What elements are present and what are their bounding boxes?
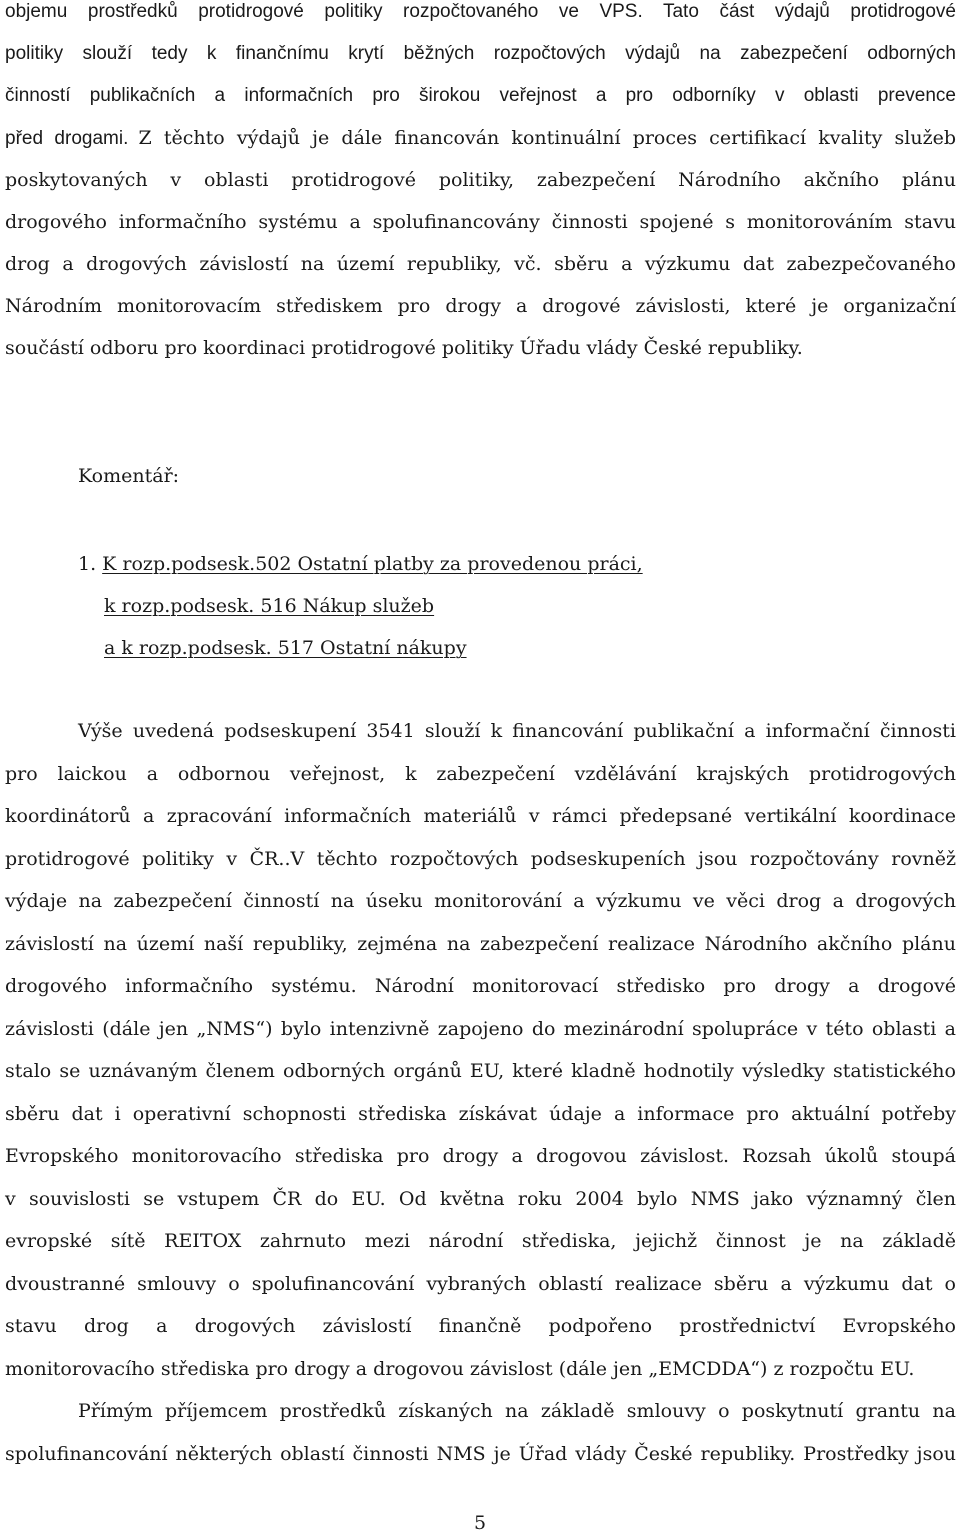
- list-item-text: [78, 553, 643, 575]
- text-fragment-sans: před drogami.: [5, 128, 129, 149]
- text-line: Národním monitorovacím střediskem pro drogy a drogové závislosti, které je organizační: [5, 295, 956, 317]
- text-line-mixed: [5, 126, 956, 152]
- text-line: drogového informačního systému. Národní monitorovací středisko pro drogy a drogové: [5, 975, 956, 997]
- text-line-last: monitorovacího střediska pro drogy a drogovou závislost (dále jen „EMCDDA“) z rozpočtu EU.: [5, 1358, 915, 1380]
- text-line: činností publikačních a informačních pro širokou veřejnost a pro odborníky v oblasti prevence: [5, 85, 956, 106]
- text-line: evropské sítě REITOX zahrnuto mezi národní střediska, jejichž činnost je na základě: [5, 1230, 956, 1252]
- list-item-label: K rozp.podsesk.502 Ostatní platby za provedenou práci,: [102, 553, 643, 575]
- text-line: sběru dat i operativní schopnosti střediska získávat údaje a informace pro aktuální potřeby: [5, 1103, 956, 1125]
- list-item: [78, 552, 643, 576]
- text-line: poskytovaných v oblasti protidrogové politiky, zabezpečení Národního akčního plánu: [5, 169, 956, 191]
- text-line: závislostí na území naší republiky, zejména na zabezpečení realizace Národního akčního plánu: [5, 933, 956, 955]
- list-item: a k rozp.podsesk. 517 Ostatní nákupy: [104, 637, 467, 659]
- text-line-indented: Výše uvedená podseskupení 3541 slouží k financování publikační a informační činnosti: [78, 720, 956, 742]
- text-line: v souvislosti se vstupem ČR do EU. Od května roku 2004 bylo NMS jako významný člen: [5, 1188, 956, 1210]
- text-line: drog a drogových závislostí na území republiky, vč. sběru a výzkumu dat zabezpečovaného: [5, 253, 956, 275]
- text-line: stalo se uznávaným členem odborných orgánů EU, které kladně hodnotily výsledky statistického: [5, 1060, 956, 1082]
- text-line: pro laickou a odbornou veřejnost, k zabezpečení vzdělávání krajských protidrogových: [5, 763, 956, 785]
- text-line: politiky slouží tedy k finančnímu krytí běžných rozpočtových výdajů na zabezpečení odborných: [5, 43, 956, 64]
- text-line: koordinátorů a zpracování informačních materiálů v rámci předepsané vertikální koordinace: [5, 805, 956, 827]
- text-line: spolufinancování některých oblastí činnosti NMS je Úřad vlády České republiky. Prostředky jsou: [5, 1443, 956, 1465]
- text-line: stavu drog a drogových závislostí finančně podpořeno prostřednictví Evropského: [5, 1315, 956, 1337]
- text-line: závislosti (dále jen „NMS“) bylo intenzivně zapojeno do mezinárodní spolupráce v této oblasti a: [5, 1018, 956, 1040]
- text-line-indented: Přímým příjemcem prostředků získaných na základě smlouvy o poskytnutí grantu na: [78, 1400, 956, 1422]
- page-number: 5: [473, 1512, 487, 1534]
- text-line: objemu prostředků protidrogové politiky rozpočtovaného ve VPS. Tato část výdajů protidrogové: [5, 1, 956, 22]
- text-line: drogového informačního systému a spolufinancovány činnosti spojené s monitorováním stavu: [5, 211, 956, 233]
- text-fragment-serif: Z těchto výdajů je dále financován kontinuální proces certifikací kvality služeb: [138, 127, 957, 149]
- text-line: Evropského monitorovacího střediska pro drogy a drogovou závislost. Rozsah úkolů stoupá: [5, 1145, 956, 1167]
- text-line: výdaje na zabezpečení činností na úseku monitorování a výzkumu ve věci drog a drogových: [5, 890, 956, 912]
- comment-heading: Komentář:: [78, 465, 180, 487]
- text-line: protidrogové politiky v ČR..V těchto rozpočtových podseskupeních jsou rozpočtovány rovněž: [5, 848, 956, 870]
- list-number: 1.: [78, 553, 103, 575]
- text-line-last: součástí odboru pro koordinaci protidrogové politiky Úřadu vlády České republiky.: [5, 337, 803, 359]
- text-line: dvoustranné smlouvy o spolufinancování vybraných oblastí realizace sběru a výzkumu dat o: [5, 1273, 956, 1295]
- list-item: k rozp.podsesk. 516 Nákup služeb: [104, 595, 435, 617]
